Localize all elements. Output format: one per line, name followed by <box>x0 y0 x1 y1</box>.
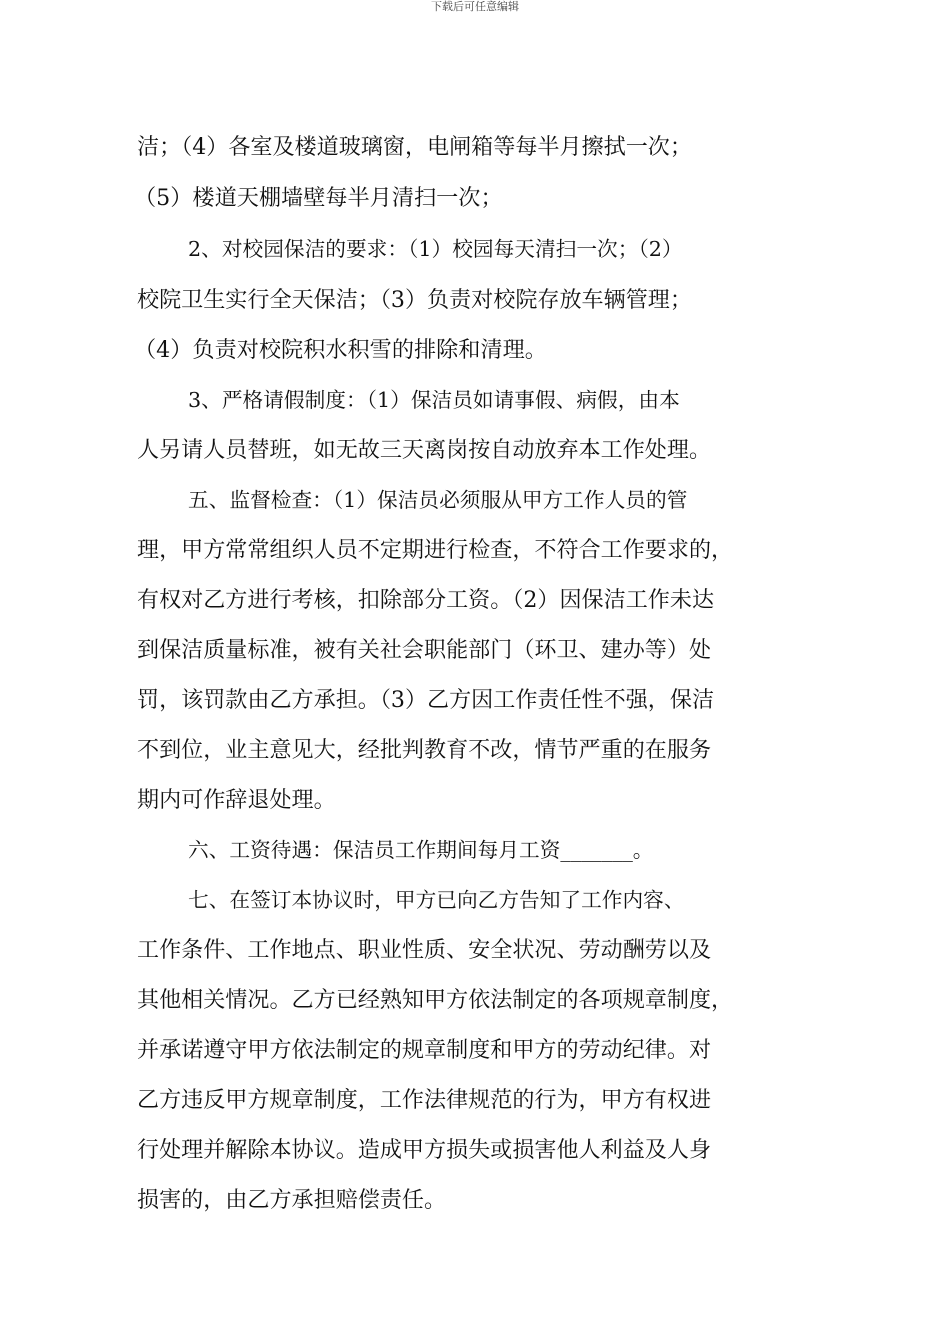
body-line: 有权对乙方进行考核，扣除部分工资。（2）因保洁工作未达 <box>137 587 715 613</box>
body-line: 人另请人员替班，如无故三天离岗按自动放弃本工作处理。 <box>137 437 712 463</box>
body-line: 期内可作辞退处理。 <box>137 787 336 813</box>
body-line: 罚，该罚款由乙方承担。（3）乙方因工作责任性不强，保洁 <box>137 687 715 713</box>
body-line: 行处理并解除本协议。造成甲方损失或损害他人利益及人身 <box>137 1137 712 1163</box>
body-line: 2、对校园保洁的要求：（1）校园每天清扫一次；（2） <box>188 237 683 261</box>
body-line: 乙方违反甲方规章制度，工作法律规范的行为，甲方有权进 <box>137 1087 712 1113</box>
page-header: 下载后可任意编辑 <box>431 0 519 13</box>
body-line: 并承诺遵守甲方依法制定的规章制度和甲方的劳动纪律。对 <box>137 1037 712 1063</box>
body-line: 理，甲方常常组织人员不定期进行检查，不符合工作要求的， <box>137 537 734 563</box>
body-line: 损害的，由乙方承担赔偿责任。 <box>137 1187 447 1213</box>
body-line: 洁；（4）各室及楼道玻璃窗，电闸箱等每半月擦拭一次； <box>137 134 692 160</box>
body-line: （5）楼道天棚墙壁每半月清扫一次； <box>134 185 503 211</box>
body-line: 工作条件、工作地点、职业性质、安全状况、劳动酬劳以及 <box>137 937 712 963</box>
body-line: 六、工资待遇：保洁员工作期间每月工资_______。 <box>188 838 654 862</box>
body-line: 3、严格请假制度：（1）保洁员如请事假、病假，由本 <box>188 388 680 412</box>
body-line: 不到位，业主意见大，经批判教育不改，情节严重的在服务 <box>137 737 712 763</box>
body-line: 其他相关情况。乙方已经熟知甲方依法制定的各项规章制度， <box>137 987 734 1013</box>
body-line: （4）负责对校院积水积雪的排除和清理。 <box>134 337 547 363</box>
body-line: 五、监督检查：（1）保洁员必须服从甲方工作人员的管 <box>188 488 688 512</box>
body-line: 七、在签订本协议时，甲方已向乙方告知了工作内容、 <box>188 888 685 912</box>
body-line: 到保洁质量标准，被有关社会职能部门（环卫、建办等）处 <box>137 637 712 663</box>
body-line: 校院卫生实行全天保洁；（3）负责对校院存放车辆管理； <box>137 287 692 313</box>
